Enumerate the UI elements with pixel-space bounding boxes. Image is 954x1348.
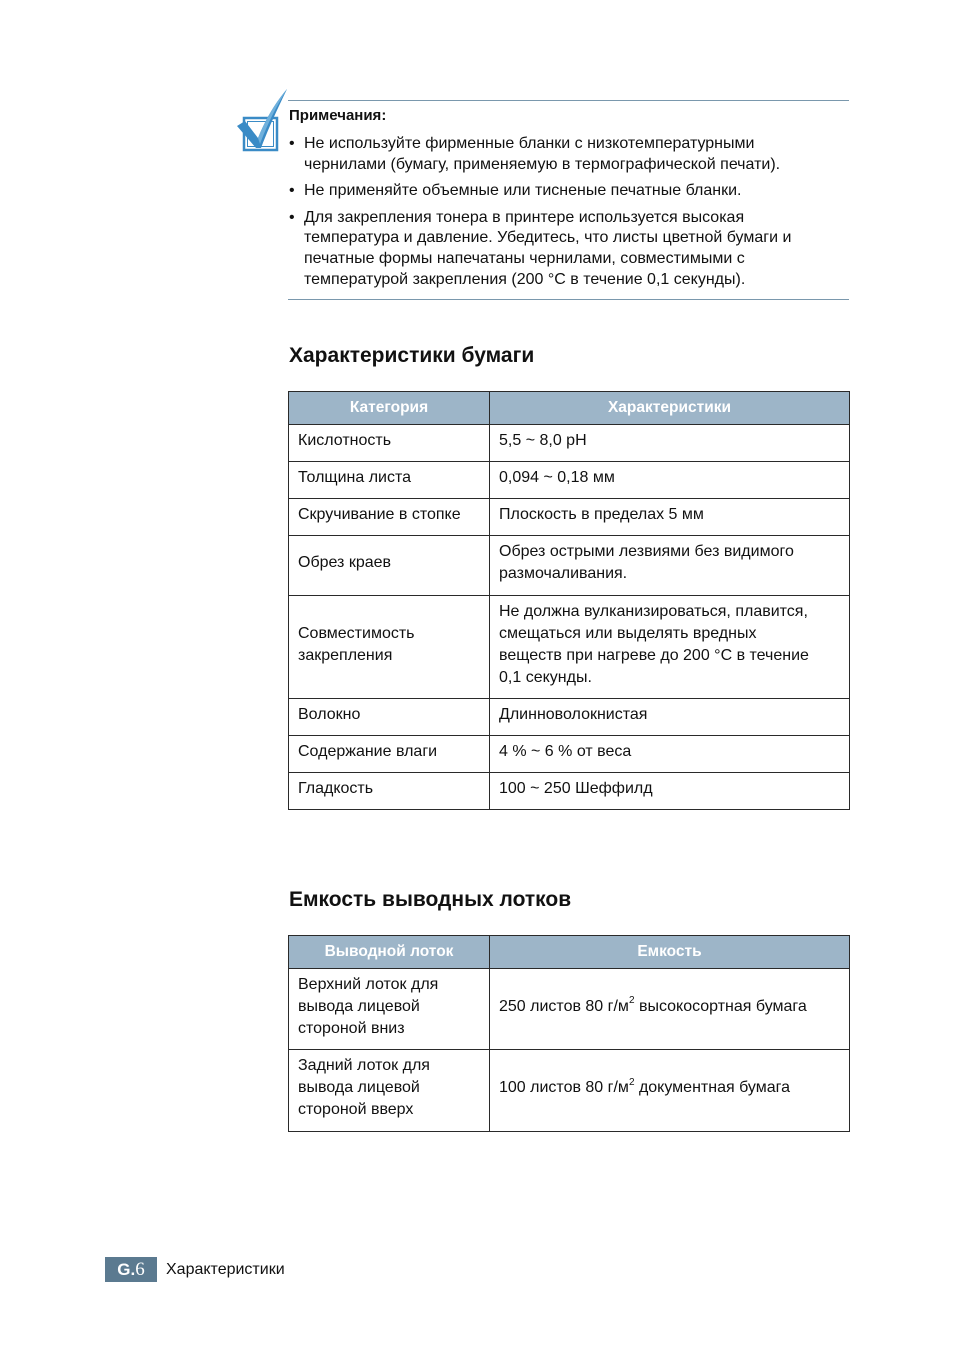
note-text: Для закрепления тонера в принтере используется высокая температура и давление. Убедитесь, что листы цветной бумаги и печатные формы напечатаны чернилами, совместимыми с температурой закрепления (200 °C в течение 0,1 секунды). xyxy=(304,208,792,288)
page-number: 6 xyxy=(135,1258,145,1280)
tray-cell xyxy=(289,969,490,1050)
note-text: Не применяйте объемные или тисненые печатные бланки. xyxy=(304,182,742,200)
superscript: 2 xyxy=(628,1076,635,1088)
value-cell xyxy=(490,462,850,499)
table-row xyxy=(289,462,850,499)
category-text: Скручивание в стопке xyxy=(298,505,461,523)
value-text: Плоскость в пределах 5 мм xyxy=(499,505,704,523)
capacity-cell xyxy=(490,1050,850,1132)
column-header-capacity: Емкость xyxy=(490,936,850,969)
category-text: Толщина листа xyxy=(298,468,412,486)
column-header-tray: Выводной лоток xyxy=(289,936,490,969)
value-text: Обрез острыми лезвиями без видимого размочаливания. xyxy=(499,543,794,582)
category-text: Кислотность xyxy=(298,431,392,449)
category-cell xyxy=(289,596,490,699)
list-item xyxy=(289,208,849,290)
value-cell xyxy=(490,699,850,736)
page-number-badge xyxy=(105,1257,157,1282)
category-text: Гладкость xyxy=(298,779,374,797)
tray-text: Верхний лоток для вывода лицевой стороной вниз xyxy=(298,975,439,1037)
value-text: 5,5 ~ 8,0 pH xyxy=(499,431,587,449)
table-row xyxy=(289,1050,850,1132)
capacity-text: 100 листов 80 г/м xyxy=(499,1079,629,1096)
section-heading-output-trays: Емкость выводных лотков xyxy=(289,888,572,911)
table-header-row xyxy=(289,392,850,425)
category-cell xyxy=(289,499,490,536)
category-text: Волокно xyxy=(298,705,361,723)
value-cell xyxy=(490,425,850,462)
category-cell xyxy=(289,462,490,499)
value-cell xyxy=(490,736,850,773)
footer-section-title: Характеристики xyxy=(166,1261,285,1278)
bullet-icon: • xyxy=(289,208,295,226)
value-cell xyxy=(490,536,850,596)
value-text: 0,094 ~ 0,18 мм xyxy=(499,468,615,486)
table-header-row xyxy=(289,936,850,969)
category-text: Обрез краев xyxy=(298,554,392,571)
column-header-category: Категория xyxy=(289,392,490,425)
section-letter: G. xyxy=(117,1259,136,1279)
value-cell xyxy=(490,499,850,536)
capacity-text-tail: высокосортная бумага xyxy=(634,997,807,1015)
list-item xyxy=(289,181,849,202)
output-trays-table xyxy=(288,935,850,1132)
table-row xyxy=(289,773,850,810)
capacity-cell xyxy=(490,969,850,1050)
table-row xyxy=(289,969,850,1050)
category-cell xyxy=(289,425,490,462)
capacity-text: 250 листов 80 г/м xyxy=(499,997,629,1015)
capacity-text-tail: документная бумага xyxy=(634,1079,790,1096)
value-text: 100 ~ 250 Шеффилд xyxy=(499,779,653,797)
notes-list xyxy=(289,134,849,296)
category-cell xyxy=(289,736,490,773)
table-row xyxy=(289,736,850,773)
bullet-icon: • xyxy=(289,182,295,200)
category-text: Содержание влаги xyxy=(298,742,438,760)
notes-top-divider xyxy=(288,100,849,101)
category-text: Совместимость закрепления xyxy=(298,624,415,664)
note-text: Не используйте фирменные бланки с низкотемпературными чернилами (бумагу, применяемую в термографической печати). xyxy=(304,135,781,173)
tray-text: Задний лоток для вывода лицевой стороной вверх xyxy=(298,1057,430,1118)
table-row xyxy=(289,596,850,699)
category-cell xyxy=(289,536,490,596)
checkmark-box-icon xyxy=(236,88,288,152)
category-cell xyxy=(289,773,490,810)
value-cell xyxy=(490,773,850,810)
category-cell xyxy=(289,699,490,736)
notes-bottom-divider xyxy=(288,299,849,300)
notes-title: Примечания: xyxy=(289,107,387,124)
section-heading-paper-specs: Характеристики бумаги xyxy=(289,344,535,367)
list-item xyxy=(289,134,849,175)
column-header-characteristics: Характеристики xyxy=(490,392,850,425)
value-text: Не должна вулканизироваться, плавится, смещаться или выделять вредных веществ при нагреве до 200 °C в течение 0,1 секунды. xyxy=(499,602,809,686)
table-row xyxy=(289,425,850,462)
table-row xyxy=(289,499,850,536)
superscript: 2 xyxy=(628,995,635,1007)
table-row xyxy=(289,536,850,596)
value-text: Длинноволокнистая xyxy=(499,705,648,723)
value-cell xyxy=(490,596,850,699)
bullet-icon: • xyxy=(289,135,295,152)
table-row xyxy=(289,699,850,736)
paper-specs-table xyxy=(288,391,850,810)
value-text: 4 % ~ 6 % от веса xyxy=(499,742,632,760)
tray-cell xyxy=(289,1050,490,1132)
